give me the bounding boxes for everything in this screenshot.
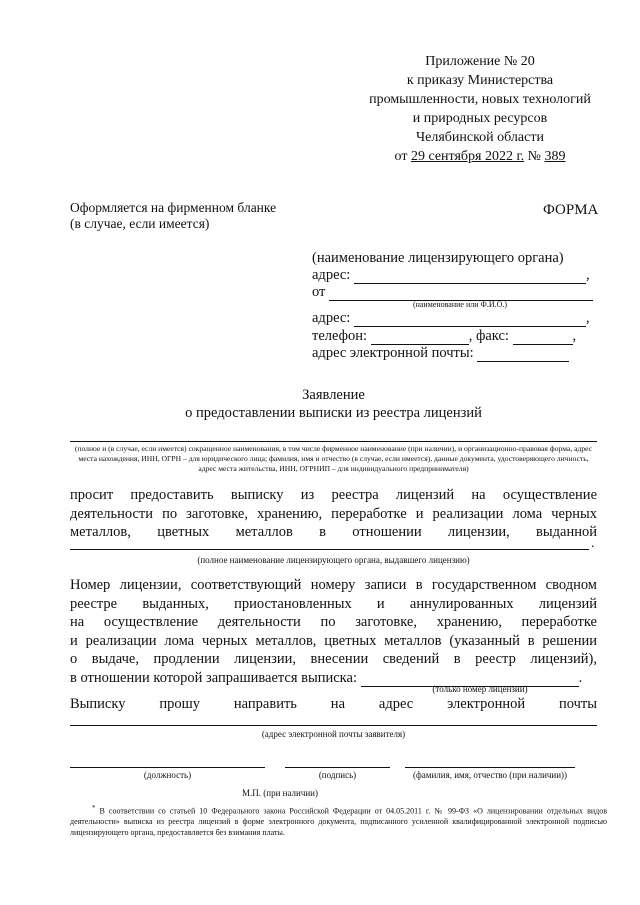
header-line-ministry: промышленности, новых технологий [369, 92, 591, 107]
request-paragraph [70, 486, 597, 542]
license-line5: о выдаче, продлении лицензии, внесении сведений в реестр лицензий), [70, 651, 597, 667]
request-line1: просит предоставить выписку из реестра лицензий на осуществление [70, 487, 597, 503]
from-label: от [312, 284, 326, 300]
comma: , [572, 328, 577, 344]
request-line2: деятельности по заготовке, хранению, переработке и реализации лома черных [70, 505, 597, 522]
send-paragraph [70, 695, 597, 714]
document-title [70, 386, 597, 422]
applicant-hint: (полное и (в случае, если имеется) сокращенное наименования, в том числе фирменное наименование (при наличии), и организационно-правовая форма, адрес места нахождения, ИНН, ОГРН – для юридического лица; фамилия, имя и отчество (в случае, если имеется), данные документа, удостоверяющего личность, адрес места жительства, ИНН, ОГРНИП – для индивидуального предпринимателя) [74, 444, 593, 473]
email-row [312, 345, 602, 362]
date-prefix: от [394, 149, 411, 164]
phone-fax-row [312, 328, 607, 345]
full-name-field[interactable] [405, 767, 575, 768]
appendix-number: Приложение № 20 [425, 54, 535, 69]
phone-label: телефон: [312, 328, 368, 344]
licensing-authority-placeholder: (наименование лицензирующего органа) [312, 250, 564, 266]
address-row-2 [312, 310, 602, 327]
issuer-hint: (полное наименование лицензирующего органа, выдавшего лицензию) [197, 555, 470, 565]
footnote-mark: * [92, 804, 96, 812]
header-line-resources: и природных ресурсов [412, 111, 548, 126]
license-line1: Номер лицензии, соответствующий номеру записи в государственном сводном [70, 577, 597, 593]
license-line2: реестре выданных, приостановленных и аннулированных лицензий [70, 595, 597, 612]
position-hint: (должность) [143, 770, 192, 780]
comma: , [585, 310, 590, 326]
license-number-hint: (только номер лицензии) [432, 684, 528, 694]
applicant-email-hint: (адрес электронной почты заявителя) [261, 729, 406, 739]
email-field[interactable] [477, 361, 569, 362]
license-line4: и реализации лома черных металлов, цветных металлов (указанный в решении [70, 632, 597, 649]
applicant-field[interactable] [70, 441, 597, 442]
order-number: 389 [544, 149, 566, 164]
address2-field[interactable] [354, 326, 586, 327]
header-line-region: Челябинской области [416, 130, 544, 145]
license-line3: на осуществление деятельности по заготовке, хранению, переработке [70, 614, 597, 630]
position-field[interactable] [70, 767, 265, 768]
signature-hint: (подпись) [318, 770, 357, 780]
appendix-header [330, 52, 630, 166]
order-date: 29 сентября 2022 г. [410, 149, 525, 164]
fax-label: , факс: [468, 328, 509, 344]
letterhead-note-line1: Оформляется на фирменном бланке [70, 200, 277, 215]
address2-label: адрес: [312, 310, 351, 326]
header-date-line [330, 147, 630, 166]
license-paragraph [70, 576, 597, 687]
header-line-order: к приказу Министерства [406, 73, 554, 88]
address-row-1 [312, 267, 602, 284]
request-end-dot: . [591, 536, 595, 551]
footnote [70, 803, 607, 838]
signature-field[interactable] [285, 767, 390, 768]
email-label: адрес электронной почты: [312, 345, 474, 361]
request-line3: металлов, цветных металлов в отношении лицензии, выданной [70, 524, 597, 540]
letterhead-note [70, 200, 276, 232]
comma: , [585, 267, 590, 283]
license-line6-text: в отношении которой запрашивается выписка: [70, 669, 357, 686]
issuer-field[interactable] [70, 549, 589, 550]
applicant-email-field[interactable] [70, 725, 597, 726]
full-name-hint: (фамилия, имя, отчество (при наличии)) [412, 770, 568, 780]
stamp-hint: М.П. (при наличии) [242, 788, 318, 798]
license-end-dot: . [578, 669, 583, 686]
send-line: Выписку прошу направить на адрес электронной почты [70, 696, 597, 712]
title-line2: о предоставлении выписки из реестра лицензий [185, 405, 482, 421]
number-prefix: № [524, 149, 545, 164]
title-line1: Заявление [302, 387, 365, 403]
from-hint: (наименование или Ф.И.О.) [412, 300, 508, 309]
form-label: ФОРМА [543, 202, 599, 218]
from-row [312, 284, 602, 301]
address-label: адрес: [312, 267, 351, 283]
letterhead-note-line2: (в случае, если имеется) [70, 216, 210, 231]
footnote-text: В соответствии со статьей 10 Федерального закона Российской Федерации от 04.05.2011 г. № 99-ФЗ «О лицензировании отдельных видов деятельности» выписка из реестра лицензий в форме электронного документа, подписанного усиленной квалифицированной электронной подписью лицензирующего органа, предоставляется без взимания платы. [70, 806, 607, 837]
